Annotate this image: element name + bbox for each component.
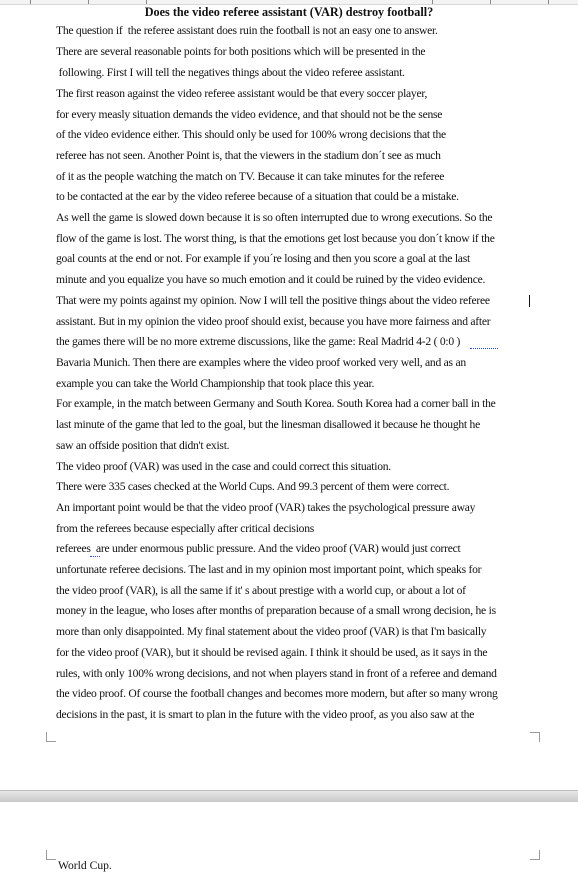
text-line[interactable]: for the video proof (VAR), but it should be revised again. I think it should be used, as it says in the — [56, 646, 488, 659]
text-line[interactable]: An important point would be that the video proof (VAR) takes the psychological pressure away — [56, 501, 476, 514]
text-line[interactable]: minute and you equalize you have so much emotion and it could be ruined by the video evidence. — [56, 273, 486, 286]
text-line[interactable]: goal counts at the end or not. For example if you´re losing and then you score a goal at the last — [56, 252, 470, 265]
text-line[interactable]: flow of the game is lost. The worst thing, is that the emotions get lost because you don´t know if the — [56, 232, 495, 245]
text-line[interactable]: The question if the referee assistant does ruin the football is not an easy one to answer. — [56, 24, 438, 37]
text-line[interactable]: more than only disappointed. My final statement about the video proof (VAR) is that I'm basically — [56, 625, 487, 638]
document-title[interactable]: Does the video referee assistant (VAR) destroy football? — [144, 5, 434, 19]
text-line[interactable]: assistant. But in my opinion the video proof should exist, because you have more fairness and after — [56, 315, 491, 328]
text-line[interactable]: rules, with only 100% wrong decisions, and not when players stand in front of a referee and demand — [56, 667, 497, 680]
text-line[interactable]: Bavaria Munich. Then there are examples where the video proof worked very well, and as an — [56, 356, 466, 369]
text-line[interactable]: from the referees because especially after critical decisions — [56, 522, 315, 535]
ruler-tick — [490, 0, 491, 4]
margin-corner-mark — [46, 732, 56, 742]
margin-corner-mark — [530, 850, 540, 860]
text-line[interactable]: As well the game is slowed down because it is so often interrupted due to wrong executions. So the — [56, 211, 493, 224]
text-line[interactable]: example you can take the World Championship that took place this year. — [56, 377, 375, 390]
margin-corner-mark — [530, 732, 540, 742]
text-line[interactable]: referees are under enormous public pressure. And the video proof (VAR) would just correct — [56, 542, 461, 555]
ruler-tick — [88, 0, 89, 4]
text-line[interactable]: decisions in the past, it is smart to plan in the future with the video proof, as you also saw at the — [56, 708, 475, 721]
text-line[interactable]: saw an offside position that didn't exist. — [56, 439, 230, 452]
text-line[interactable]: of the video evidence either. This should only be used for 100% wrong decisions that the — [56, 128, 446, 141]
text-line[interactable]: for every measly situation demands the video evidence, and that should not be the sense — [56, 108, 443, 121]
margin-corner-mark — [46, 850, 56, 860]
text-line[interactable]: World Cup. — [58, 859, 112, 872]
text-line[interactable]: of it as the people watching the match on TV. Because it can take minutes for the referee — [56, 170, 445, 183]
text-line[interactable]: There are several reasonable points for both positions which will be presented in the — [56, 45, 426, 58]
spelling-underline — [470, 345, 498, 349]
ruler-tick — [146, 0, 147, 4]
text-line[interactable]: That were my points against my opinion. Now I will tell the positive things about the video referee — [56, 294, 490, 307]
text-line[interactable]: the games there will be no more extreme discussions, like the game: Real Madrid 4-2 ( 0:0 ) — [56, 335, 461, 348]
text-line[interactable]: last minute of the game that led to the goal, but the linesman disallowed it because he thought he — [56, 418, 480, 431]
text-line[interactable]: For example, in the match between Germany and South Korea. South Korea had a corner ball in the — [56, 397, 496, 410]
text-line[interactable]: the video proof. Of course the football changes and becomes more modern, but after so many wrong — [56, 687, 498, 700]
spelling-underline — [90, 553, 100, 557]
text-line[interactable]: The video proof (VAR) was used in the case and could correct this situation. — [56, 460, 391, 473]
text-line[interactable]: money in the league, who loses after months of preparation because of a small wrong decision, he is — [56, 604, 496, 617]
ruler-tick — [30, 0, 31, 4]
text-cursor — [529, 295, 530, 307]
ruler-tick — [548, 0, 549, 4]
text-line[interactable]: to be contacted at the ear by the video referee because of a situation that could be a mistake. — [56, 190, 459, 203]
text-line[interactable]: unfortunate referee decisions. The last and in my opinion most important point, which speaks for — [56, 563, 482, 576]
text-line[interactable]: following. First I will tell the negatives things about the video referee assistant. — [56, 66, 405, 79]
text-line[interactable]: The first reason against the video referee assistant would be that every soccer player, — [56, 87, 428, 100]
ruler-tick — [432, 0, 433, 4]
text-line[interactable]: referee has not seen. Another Point is, that the viewers in the stadium don´t see as much — [56, 149, 441, 162]
text-line[interactable]: the video proof (VAR), is all the same if it' s about prestige with a world cup, or about a lot of — [56, 584, 466, 597]
text-line[interactable]: There were 335 cases checked at the World Cups. And 99.3 percent of them were correct. — [56, 480, 450, 493]
